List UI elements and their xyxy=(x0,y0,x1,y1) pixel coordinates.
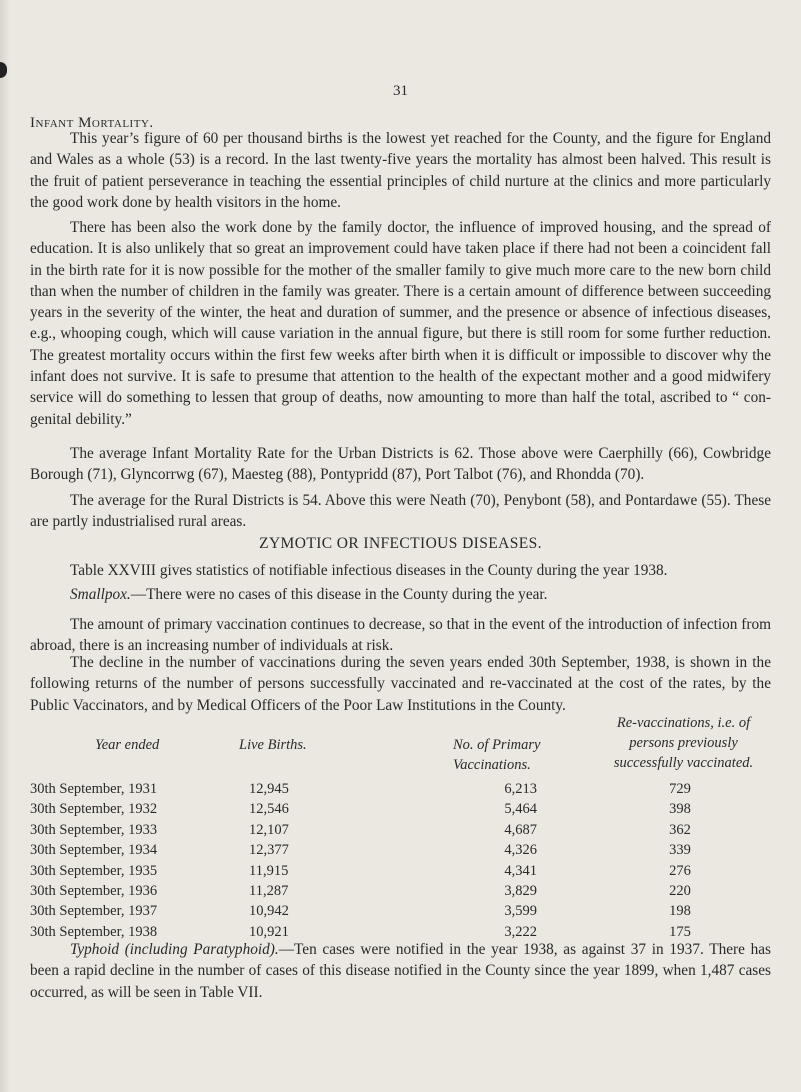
cell-primary: 4,326 xyxy=(504,842,537,859)
infant-mortality-paragraph-2: There has been also the work done by the family doctor, the influence of improved housing, and the spread of education. It is also unlikely that so great an improvement could have taken place if there had not been a coincident fall in the birth rate for it is now possible for the mother of the smaller family to give much more care to the new born child than when the number of children in the family was greater. There is a certain amount of difference between succeeding years in the severity of the winter, the heat and duration of summer, and the presence or absence of infectious diseases, e.g., whooping cough, which will cause variation in the annual figure, but there is still room for some further reduction. The greatest mortality occurs within the first few weeks after birth when it is difficult or impossible to discover why the infant does not survive. It is safe to presume that attention to the health of the expectant mother and a good midwifery service will do something to lessen that group of deaths, now amounting to more than half the total, ascribed to “ con-genital debility.” xyxy=(30,219,771,428)
typhoid-text: —Ten cases were notified in the year 1938, as against 37 in 1937. There has been a rapid decline in the number of cases of this disease notified in the County since the year 1899, when 1,487 cases occurred, as will be seen in Table VII. xyxy=(30,941,771,1001)
cell-primary: 3,599 xyxy=(504,903,537,920)
cell-year: 30th September, 1934 xyxy=(30,842,158,859)
typhoid-paragraph xyxy=(30,939,771,1003)
cell-births: 12,945 xyxy=(249,781,289,797)
cell-primary: 3,829 xyxy=(504,882,537,899)
cell-year: 30th September, 1935 xyxy=(30,862,158,879)
cell-births: 11,915 xyxy=(249,862,289,879)
cell-year: 30th September, 1937 xyxy=(30,903,158,920)
column-header-primary-line-2: Vaccinations. xyxy=(453,757,531,773)
smallpox-label: Smallpox. xyxy=(70,586,131,603)
cell-births: 10,942 xyxy=(249,903,289,920)
cell-births: 12,377 xyxy=(249,842,289,859)
cell-births: 10,921 xyxy=(249,923,289,940)
cell-revacc: 362 xyxy=(669,821,691,838)
cell-revacc: 729 xyxy=(669,781,691,797)
cell-primary: 3,222 xyxy=(504,923,537,940)
column-header-year: Year ended xyxy=(95,737,160,753)
cell-revacc: 198 xyxy=(669,903,691,920)
smallpox-text: —There were no cases of this disease in the County during the year. xyxy=(130,586,548,603)
cell-primary: 4,687 xyxy=(504,821,537,838)
table-row xyxy=(30,840,771,860)
smallpox-paragraph xyxy=(30,584,771,605)
column-header-revacc-line-1: Re-vaccinations, i.e. of xyxy=(616,715,751,731)
vaccination-decline-paragraph: The decline in the number of vaccinations during the seven years ended 30th September, 1938, is shown in the following returns of the number of persons successfully vaccinated and re-vaccinated at the cost of the rates, by the Public Vaccinators, and by Medical Officers of the Poor Law Institutions in the County. xyxy=(30,654,771,714)
table-row xyxy=(30,861,771,881)
cell-revacc: 220 xyxy=(669,882,691,899)
column-header-births: Live Births. xyxy=(239,737,307,753)
cell-births: 12,107 xyxy=(249,821,289,838)
rural-districts-paragraph: The average for the Rural Districts is 54. Above this were Neath (70), Penybont (58), and Pontardawe (55). These are partly industrialised rural areas. xyxy=(30,492,771,531)
table-row xyxy=(30,820,771,840)
primary-vaccination-paragraph: The amount of primary vaccination continues to decrease, so that in the event of the introduction of infection from abroad, there is an increasing number of individuals at risk. xyxy=(30,616,771,655)
cell-primary: 6,213 xyxy=(504,781,537,797)
cell-year: 30th September, 1936 xyxy=(30,882,158,899)
cell-year: 30th September, 1938 xyxy=(30,923,158,940)
column-header-revaccinations xyxy=(596,713,771,773)
cell-year: 30th September, 1933 xyxy=(30,821,158,838)
cell-births: 12,546 xyxy=(249,801,289,818)
infant-mortality-paragraph-1: This year’s figure of 60 per thousand births is the lowest yet reached for the County, and the figure for England and Wales as a whole (53) is a record. In the last twenty-five years the mortality has almost been halved. This result is the fruit of patient perseverance in teaching the essential principles of child nurture at the clinics and more particularly the good work done by health visitors in the home. xyxy=(30,130,771,211)
zymotic-diseases-heading: ZYMOTIC OR INFECTIOUS DISEASES. xyxy=(259,535,542,552)
cell-primary: 4,341 xyxy=(504,862,537,879)
urban-districts-paragraph: The average Infant Mortality Rate for the Urban Districts is 62. Those above were Caerphilly (66), Cowbridge Borough (71), Glyncorrwg (67), Maesteg (88), Pontypridd (87), Port Talbot (76), and Rhondda (70). xyxy=(30,445,771,484)
cell-revacc: 175 xyxy=(669,923,691,940)
typhoid-label: Typhoid (including Paratyphoid). xyxy=(70,941,279,958)
cell-revacc: 276 xyxy=(669,862,691,879)
column-header-revacc-line-3: successfully vaccinated. xyxy=(613,755,754,771)
table-row xyxy=(30,901,771,921)
table-xxviii-paragraph: Table XXVIII gives statistics of notifiable infectious diseases in the County during the year 1938. xyxy=(70,562,668,579)
column-header-primary-line-1: No. of Primary xyxy=(453,737,541,753)
cell-primary: 5,464 xyxy=(504,801,537,818)
cell-revacc: 339 xyxy=(669,842,691,859)
table-row xyxy=(30,881,771,901)
cell-revacc: 398 xyxy=(669,801,691,818)
cell-year: 30th September, 1931 xyxy=(30,781,158,797)
cell-births: 11,287 xyxy=(249,882,289,899)
cell-year: 30th September, 1932 xyxy=(30,801,158,818)
column-header-revacc-line-2: persons previously xyxy=(629,735,738,751)
table-row xyxy=(30,779,771,799)
table-body xyxy=(30,779,771,942)
column-header-primary xyxy=(453,735,603,775)
page-number: 31 xyxy=(393,83,408,99)
infant-mortality-heading: Infant Mortality. xyxy=(30,115,154,131)
table-row xyxy=(30,799,771,819)
